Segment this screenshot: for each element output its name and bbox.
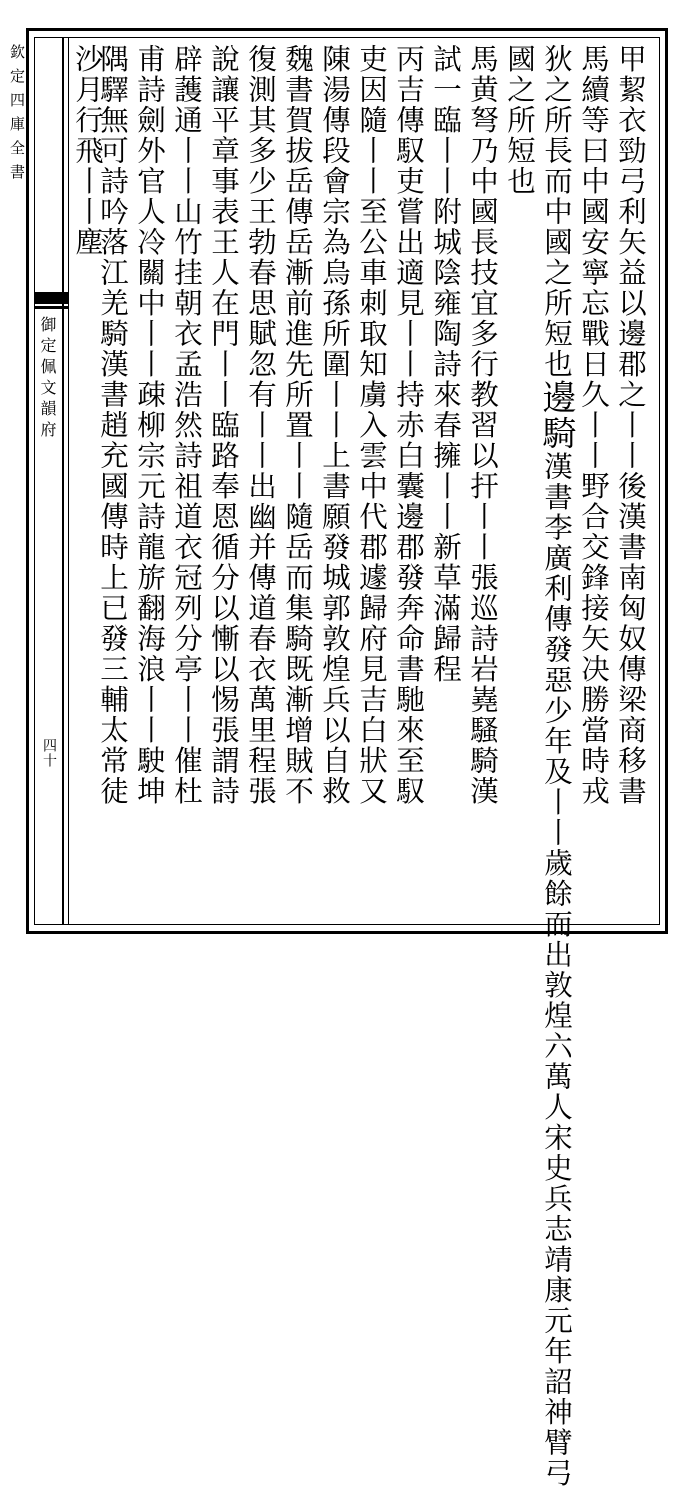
text-column-9: 陳湯傳段會宗為烏孫所圍丨丨上書願發城郭敦煌兵以自救 — [318, 44, 351, 807]
text-column-13: 辟䕶通丨丨山竹挂朝衣孟浩然詩祖道衣冠列分亭丨丨催杜 — [170, 44, 203, 807]
text-column-8: 吏因隨丨丨至公車刺取知虜入雲中代郡遽歸府見吉白狀又 — [355, 44, 388, 807]
column-3-text: 狄之所長而中國之所短也 — [540, 44, 573, 380]
text-column-2: 馬續等曰中國安寧忘戰日久丨丨野合交鋒接矢决勝當時戎 — [577, 44, 610, 807]
text-column-11: 復測其多少王勃春思賦忽有丨丨出幽并傳道春衣萬里程張 — [244, 44, 277, 807]
entry-text-bian-qi: 漢書李廣利傳發惡少年及丨丨歲餘而出敦煌六萬人宋史兵志靖康元年詔神臂弓 — [540, 451, 573, 1489]
text-column-6: 試一臨丨丨附城陰雍陶詩來春擁丨丨新草滿歸程 — [429, 44, 462, 685]
text-column-7: 丙吉傳馭吏嘗出適見丨丨持赤白囊邊郡發奔命書馳來至馭 — [392, 44, 425, 807]
fishtail-mark-lower — [34, 306, 68, 309]
text-column-12: 說讓平章事表王人在門丨丨臨路奉恩循分以慚以惕張謂詩 — [207, 44, 240, 807]
collection-title: 欽定四庫全書 — [8, 44, 26, 188]
text-column-15: 隅驛無可詩吟落江羌騎漢書趙充國傳時上已發三輔太常徒 — [96, 44, 129, 807]
page-number: 四十 — [41, 738, 57, 768]
gutter-rule — [62, 37, 64, 925]
text-column-14: 甫詩劍外官人冷關中丨丨疎柳宗元詩龍旂翻海浪丨丨駛坤 — [133, 44, 166, 807]
text-column-10: 魏書賀拔岳傳岳漸前進先所置丨丨隨岳而集騎既漸增賊不 — [281, 44, 314, 807]
text-column-4: 國之所短也 — [503, 44, 536, 197]
book-title: 御定佩文韻府 — [38, 316, 57, 442]
fishtail-mark — [34, 292, 68, 304]
text-column-16: 沙月行飛丨丨塵 — [71, 44, 104, 258]
text-column-5: 馬黄弩乃中國長技宜多行教習以扞丨丨張巡詩岩嶤騷騎漢 — [466, 44, 499, 807]
text-column-3 — [536, 44, 576, 1489]
entry-heading-bian-qi: 邊騎 — [536, 379, 576, 452]
text-column-1: 甲絜衣勁弓利矢益以邊郡之丨丨後漢書南匈奴傳梁商移書 — [614, 44, 647, 807]
